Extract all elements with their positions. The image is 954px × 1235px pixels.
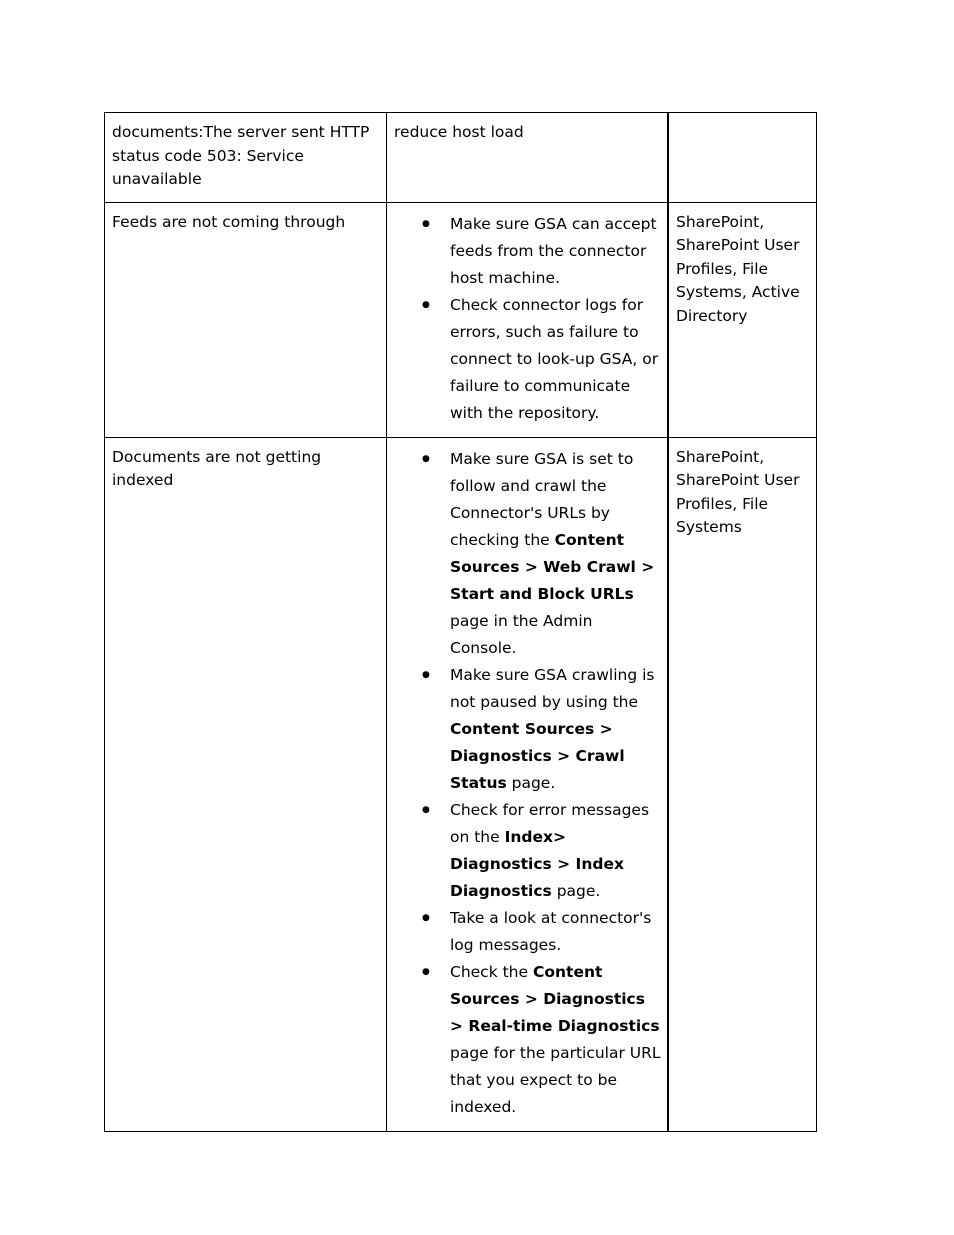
- table-row: [105, 202, 817, 437]
- issue-cell: documents:The server sent HTTP status code 503: Service unavailable: [105, 113, 387, 203]
- steps-list: [394, 211, 662, 427]
- steps-list: [394, 446, 662, 1121]
- menu-path: Content Sources > Diagnostics > Crawl Status: [450, 719, 625, 792]
- action-cell: [387, 202, 669, 437]
- menu-path: Content Sources > Web Crawl > Start and Block URLs: [450, 530, 655, 603]
- connectors-cell: SharePoint, SharePoint User Profiles, File Systems, Active Directory: [668, 202, 817, 437]
- connectors-cell: SharePoint, SharePoint User Profiles, File Systems: [668, 437, 817, 1131]
- list-item: ● Take a look at connector's log messages.: [450, 905, 662, 959]
- issue-cell: Documents are not getting indexed: [105, 437, 387, 1131]
- list-item: ● Make sure GSA is set to follow and crawl the Connector's URLs by checking the Content Sources > Web Crawl > Start and Block URLs page in the Admin Console.: [450, 446, 662, 662]
- connectors-cell: [668, 113, 817, 203]
- list-item: ● Make sure GSA can accept feeds from the connector host machine.: [450, 211, 662, 292]
- table-row: [105, 113, 817, 203]
- list-item: ● Check the Content Sources > Diagnostics > Real-time Diagnostics page for the particular URL that you expect to be indexed.: [450, 959, 662, 1121]
- action-cell: [387, 437, 669, 1131]
- menu-path: Index> Diagnostics > Index Diagnostics: [450, 827, 624, 900]
- list-item: ● Check for error messages on the Index> Diagnostics > Index Diagnostics page.: [450, 797, 662, 905]
- menu-path: Content Sources > Diagnostics > Real-time Diagnostics: [450, 962, 660, 1035]
- table-row: [105, 437, 817, 1131]
- troubleshooting-table: [104, 112, 817, 1132]
- list-item: ● Check connector logs for errors, such as failure to connect to look-up GSA, or failure to communicate with the repository.: [450, 292, 662, 427]
- list-item: ● Make sure GSA crawling is not paused by using the Content Sources > Diagnostics > Crawl Status page.: [450, 662, 662, 797]
- issue-cell: Feeds are not coming through: [105, 202, 387, 437]
- action-cell: reduce host load: [387, 113, 669, 203]
